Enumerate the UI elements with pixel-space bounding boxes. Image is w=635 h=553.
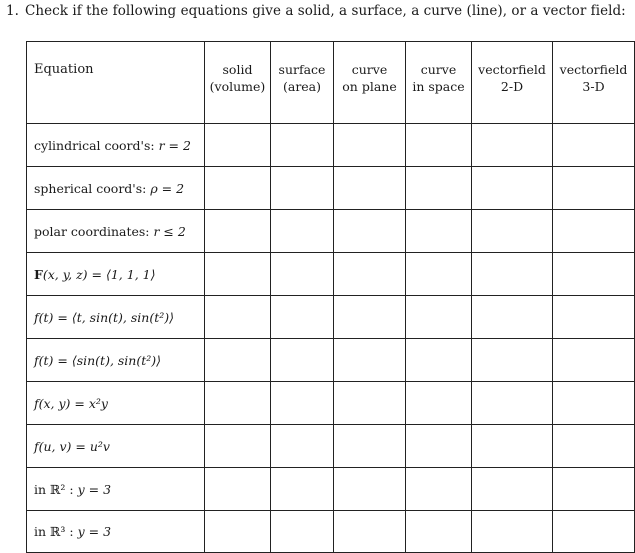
column-header-solid (205, 42, 271, 124)
table-row (27, 511, 635, 553)
equation-math: (x, y, z) = ⟨1, 1, 1⟩ (42, 266, 156, 282)
answer-cell-solid[interactable] (205, 167, 271, 210)
column-header-line2: (volume) (209, 79, 266, 94)
column-header-line2: (area) (282, 79, 322, 94)
answer-cell-curve-space[interactable] (406, 425, 472, 468)
answer-cell-vectorfield-3d[interactable] (553, 296, 635, 339)
table-row (27, 210, 635, 253)
answer-cell-solid[interactable] (205, 210, 271, 253)
answer-cell-vectorfield-2d[interactable] (472, 425, 553, 468)
answer-cell-surface[interactable] (271, 425, 334, 468)
answer-cell-curve-plane[interactable] (334, 425, 406, 468)
column-header-line1: curve (420, 62, 457, 77)
equation-math: r = 2 (158, 137, 191, 153)
equation-prefix: in ℝ² : (34, 481, 78, 497)
column-header-vectorfield-2d (472, 42, 553, 124)
answer-cell-solid[interactable] (205, 511, 271, 553)
answer-cell-vectorfield-3d[interactable] (553, 468, 635, 511)
equation-math: r ≤ 2 (153, 223, 186, 239)
column-header-vectorfield-3d (553, 42, 635, 124)
column-header-line2: 2-D (500, 79, 524, 94)
table-row (27, 425, 635, 468)
answer-cell-solid[interactable] (205, 425, 271, 468)
equation-cell (27, 511, 205, 553)
answer-cell-curve-space[interactable] (406, 210, 472, 253)
equation-cell (27, 425, 205, 468)
answer-cell-curve-space[interactable] (406, 511, 472, 553)
answer-cell-vectorfield-3d[interactable] (553, 339, 635, 382)
answer-cell-vectorfield-3d[interactable] (553, 210, 635, 253)
column-header-line2: 3-D (582, 79, 605, 94)
answer-cell-vectorfield-3d[interactable] (553, 511, 635, 553)
equation-prefix: spherical coord's: (34, 180, 151, 196)
equation-prefix: in ℝ³ : (34, 524, 78, 539)
answer-cell-surface[interactable] (271, 468, 334, 511)
equation-cell (27, 253, 205, 296)
answer-cell-curve-space[interactable] (406, 167, 472, 210)
answer-cell-vectorfield-2d[interactable] (472, 382, 553, 425)
equation-math: f(t) = ⟨sin(t), sin(t²)⟩ (34, 352, 162, 368)
answer-cell-curve-plane[interactable] (334, 468, 406, 511)
equation-column-header: Equation (27, 42, 205, 124)
answer-cell-vectorfield-2d[interactable] (472, 210, 553, 253)
answer-cell-solid[interactable] (205, 253, 271, 296)
answer-cell-curve-plane[interactable] (334, 124, 406, 167)
answer-cell-surface[interactable] (271, 210, 334, 253)
answer-cell-surface[interactable] (271, 167, 334, 210)
answer-cell-vectorfield-3d[interactable] (553, 382, 635, 425)
equation-cell (27, 167, 205, 210)
answer-cell-vectorfield-3d[interactable] (553, 124, 635, 167)
table-row (27, 124, 635, 167)
answer-cell-curve-space[interactable] (406, 296, 472, 339)
answer-cell-curve-plane[interactable] (334, 511, 406, 553)
table-row (27, 253, 635, 296)
question-prompt (6, 3, 626, 19)
equation-math: f(x, y) = x²y (34, 395, 108, 411)
header-row (27, 42, 635, 124)
answer-cell-vectorfield-2d[interactable] (472, 296, 553, 339)
answer-cell-curve-plane[interactable] (334, 296, 406, 339)
answer-cell-surface[interactable] (271, 253, 334, 296)
answer-cell-vectorfield-2d[interactable] (472, 124, 553, 167)
table-row (27, 167, 635, 210)
answer-cell-curve-plane[interactable] (334, 253, 406, 296)
equation-math: f(t) = ⟨t, sin(t), sin(t²)⟩ (34, 309, 174, 325)
equation-math: f(u, v) = u²v (34, 438, 110, 454)
vector-field-symbol: F (34, 266, 43, 282)
answer-cell-curve-plane[interactable] (334, 339, 406, 382)
answer-cell-curve-space[interactable] (406, 124, 472, 167)
answer-cell-surface[interactable] (271, 382, 334, 425)
question-text: Check if the following equations give a solid, a surface, a curve (line), or a vector field: (24, 3, 626, 19)
answer-cell-solid[interactable] (205, 382, 271, 425)
table-row (27, 382, 635, 425)
answer-cell-curve-space[interactable] (406, 253, 472, 296)
question-number: 1. (6, 3, 19, 19)
answer-cell-vectorfield-3d[interactable] (553, 167, 635, 210)
equation-cell (27, 339, 205, 382)
answer-cell-vectorfield-2d[interactable] (472, 167, 553, 210)
equation-classification-table (26, 41, 635, 553)
answer-cell-curve-plane[interactable] (334, 382, 406, 425)
table-row (27, 339, 635, 382)
answer-cell-surface[interactable] (271, 296, 334, 339)
column-header-line1: vectorfield (478, 62, 546, 77)
equation-math: y = 3 (77, 524, 112, 539)
column-header-curve-in-space (406, 42, 472, 124)
answer-cell-solid[interactable] (205, 339, 271, 382)
equation-cell (27, 124, 205, 167)
column-header-surface (271, 42, 334, 124)
column-header-line2: in space (412, 79, 465, 94)
column-header-line1: vectorfield (559, 62, 628, 77)
table-row (27, 296, 635, 339)
answer-cell-curve-plane[interactable] (334, 210, 406, 253)
equation-math: ρ = 2 (150, 180, 185, 196)
answer-cell-surface[interactable] (271, 339, 334, 382)
answer-cell-solid[interactable] (205, 468, 271, 511)
column-header-line1: curve (351, 62, 388, 77)
equation-cell (27, 468, 205, 511)
column-header-line1: surface (278, 62, 326, 77)
column-header-curve-on-plane (334, 42, 406, 124)
equation-cell (27, 210, 205, 253)
answer-cell-vectorfield-2d[interactable] (472, 468, 553, 511)
equation-prefix: cylindrical coord's: (34, 137, 159, 153)
answer-cell-solid[interactable] (205, 296, 271, 339)
answer-cell-curve-space[interactable] (406, 339, 472, 382)
answer-cell-surface[interactable] (271, 124, 334, 167)
answer-cell-curve-plane[interactable] (334, 167, 406, 210)
answer-cell-vectorfield-3d[interactable] (553, 253, 635, 296)
answer-cell-curve-space[interactable] (406, 468, 472, 511)
equation-cell (27, 382, 205, 425)
table-row (27, 468, 635, 511)
equation-prefix: polar coordinates: (34, 223, 154, 239)
answer-cell-surface[interactable] (271, 511, 334, 553)
answer-cell-vectorfield-2d[interactable] (472, 339, 553, 382)
equation-cell (27, 296, 205, 339)
column-header-line1: solid (222, 62, 253, 77)
answer-cell-vectorfield-2d[interactable] (472, 511, 553, 553)
equation-math: y = 3 (77, 481, 112, 497)
answer-cell-vectorfield-2d[interactable] (472, 253, 553, 296)
answer-cell-solid[interactable] (205, 124, 271, 167)
column-header-line2: on plane (342, 79, 397, 94)
answer-cell-curve-space[interactable] (406, 382, 472, 425)
answer-cell-vectorfield-3d[interactable] (553, 425, 635, 468)
